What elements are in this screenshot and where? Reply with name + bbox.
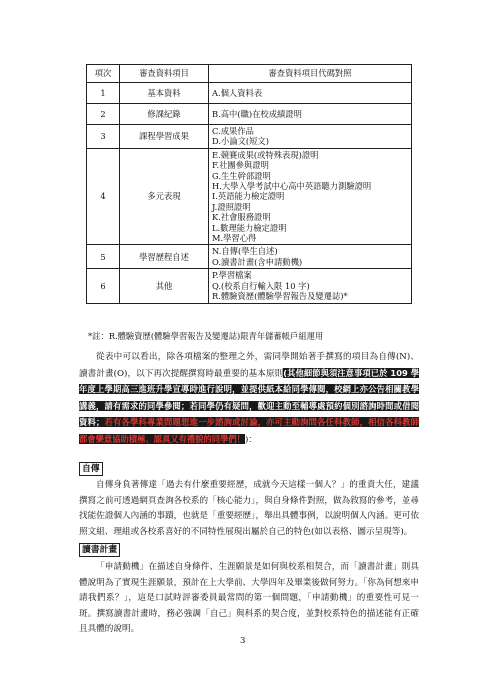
code-line: D.小論文(短文): [212, 136, 269, 147]
intro-highlight: (其他細節與須注意事項已於 109 學年度上學期高三進班升學宣導時進行說明，並提供紙本給同學傳閱，校網上亦公告相關教學講義，請有需求的同學參閱；若同學仍有疑問，歡迎主動至輔導處預約個別諮詢時間或借閱資料；: [79, 367, 419, 428]
header-num: 項次: [87, 65, 120, 83]
row-codes: [209, 104, 412, 125]
review-items-table: [86, 64, 412, 304]
row-num: 3: [87, 125, 120, 149]
code-line: N.自傳(學生自述): [212, 246, 278, 257]
code-line: F.社團參與證明: [212, 160, 269, 171]
row-codes: [209, 245, 412, 269]
row-num: 2: [87, 104, 120, 125]
code-line: R.體驗資歷(體驗學習報告及變遷誌)*: [212, 291, 348, 302]
page-number: 3: [240, 636, 246, 646]
row-item: 基本資料: [120, 83, 209, 104]
code-line: G.生生幹部證明: [212, 170, 271, 181]
code-line: J.證照證明: [212, 201, 251, 212]
row-codes: [209, 148, 412, 245]
table-row: [87, 269, 412, 303]
intro-tail: )：: [244, 434, 257, 445]
heading-study-plan: 讀書計畫: [79, 543, 120, 557]
row-item: 修課紀錄: [120, 104, 209, 125]
code-line: L.數理能力檢定證明: [212, 222, 287, 233]
table-row: [87, 104, 412, 125]
row-item: 其他: [120, 269, 209, 303]
table-row: [87, 83, 412, 104]
header-item: 審查資料項目: [120, 65, 209, 83]
intro-plain-text: 從表中可以看出，除各項檔案的整理之外，需同學開始著手撰寫的項目為自傳(N)、讀書計畫(O)，以下再次提醒撰寫時最重要的基本原則: [79, 352, 419, 379]
row-codes: [209, 269, 412, 303]
code-line: H.大學入學考試中心高中英語聽力測驗證明: [212, 181, 372, 192]
row-num: 4: [87, 148, 120, 245]
intro-highlight-red: 若有各學科專業問題想進一步諮詢或討論，亦可主動詢問各任科教師，相信各科教師都會樂意協助積極、認真又有禮貌的同學們！: [79, 417, 419, 444]
code-line: P.學習檔案: [212, 270, 252, 281]
table-header-row: [87, 65, 412, 83]
code-line: M.學習心得: [212, 233, 257, 244]
code-line: B.高中(職)在校成績證明: [212, 108, 302, 119]
header-codes: 審查資料項目代碼對照: [209, 65, 412, 83]
study-plan-paragraph: 「申請動機」在描述自身條件、生涯願景是如何與校系相契合，而「讀書計畫」則具體說明為了實現生涯願景，預計在上大學前、大學四年及畢業後做何努力。「你為何想來申請我們系？」，這是口試時評審委員最常問的第一個問題，「申請動機」的重要性可見一斑。撰寫讀書計畫時，務必強調「自己」與科系的契合度，並對校系特色的描述能有正確且具體的說明。: [79, 562, 419, 635]
autobiography-paragraph: 自傳身負著傳達「過去有什麼重要經歷，成就今天這樣一個人？」的重責大任，建議撰寫之前可透過網頁查詢各校系的「核心能力」，與自身條件對照，做為敘寫的參考，並尋找能佐證個人內涵的事蹟，也就是「重要經歷」，舉出具體事例，以說明個人內涵。更可依照文組、理組或各校系喜好的不同特性展現出屬於自己的特色(如以表格、圖示呈現等)。: [79, 480, 419, 537]
row-item: 多元表現: [120, 148, 209, 245]
row-num: 5: [87, 245, 120, 269]
heading-autobiography: 自傳: [79, 462, 103, 476]
row-codes: [209, 125, 412, 149]
code-line: A.個人資料表: [212, 87, 263, 98]
table-row: [87, 148, 412, 245]
row-codes: [209, 83, 412, 104]
code-line: E.競賽成果(或特殊表現)證明: [212, 149, 319, 160]
intro-paragraph: [79, 350, 419, 449]
code-line: O.讀書計畫(含申請動機): [212, 256, 303, 267]
table-row: [87, 245, 412, 269]
row-num: 1: [87, 83, 120, 104]
table-row: [87, 125, 412, 149]
table-footnote: *註：R.體驗資歷(體驗學習報告及變遷誌)限青年儲蓄帳戶組運用: [88, 331, 324, 341]
code-line: Q.(校系自行輸入限 10 字): [212, 280, 310, 291]
code-line: C.成果作品: [212, 126, 254, 136]
code-line: I.英語能力檢定證明: [212, 191, 285, 202]
code-line: K.社會服務證明: [212, 212, 271, 223]
row-item: 學習歷程自述: [120, 245, 209, 269]
row-num: 6: [87, 269, 120, 303]
row-item: 課程學習成果: [120, 125, 209, 149]
